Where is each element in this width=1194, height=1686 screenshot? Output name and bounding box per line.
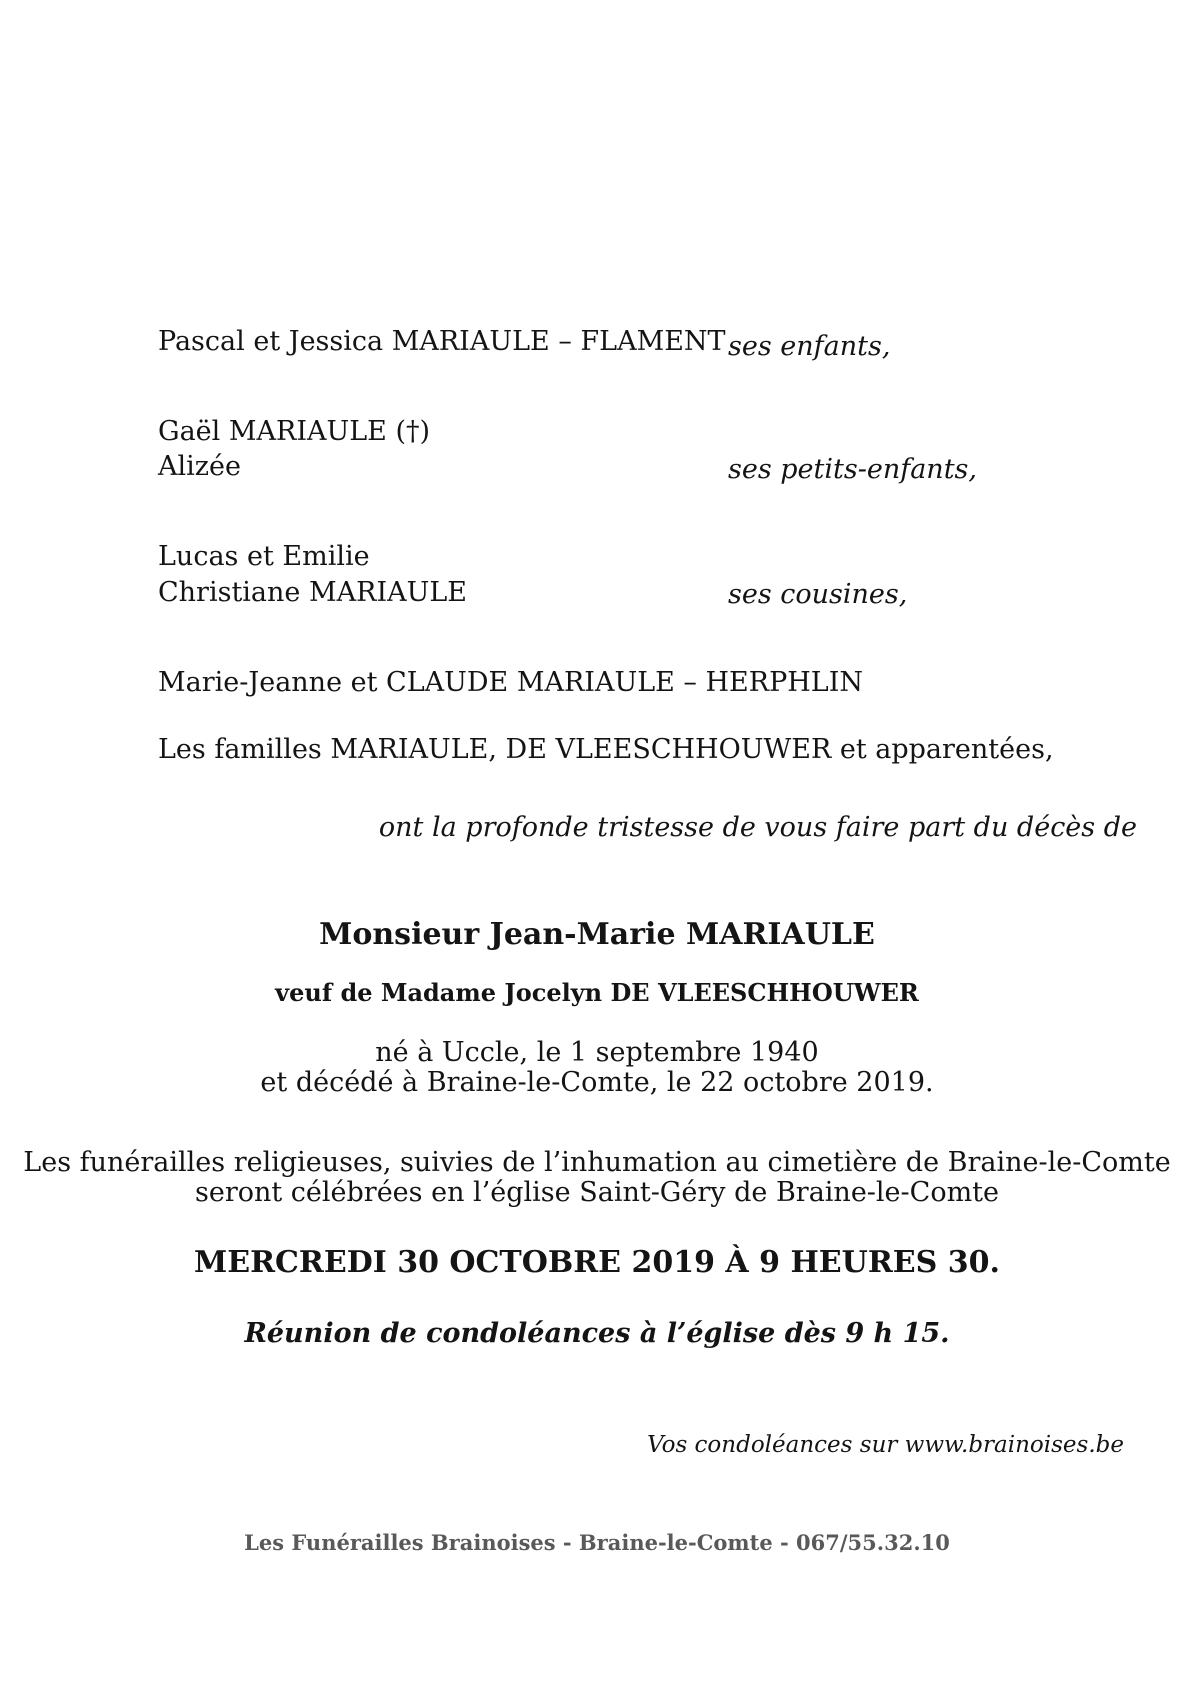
family-name-line: Gaël MARIAULE (†)	[158, 416, 431, 447]
funeral-service-block	[0, 1148, 1194, 1208]
announcement-line: ont la profonde tristesse de vous faire part du décès de	[378, 812, 1137, 843]
family-name-line: Alizée	[158, 451, 241, 482]
funeral-home-footer: Les Funérailles Brainoises - Braine-le-Comte - 067/55.32.10	[244, 1530, 950, 1555]
relation-label-children: ses enfants,	[728, 331, 891, 362]
death-line: et décédé à Braine-le-Comte, le 22 octobre 2019.	[260, 1067, 934, 1098]
birth-line: né à Uccle, le 1 septembre 1940	[375, 1037, 819, 1068]
online-condolences-line: Vos condoléances sur www.brainoises.be	[647, 1432, 1124, 1458]
widower-line: veuf de Madame Jocelyn DE VLEESCHHOUWER	[275, 978, 919, 1007]
condolence-meeting-line: Réunion de condoléances à l’église dès 9 h 15.	[244, 1318, 950, 1349]
relation-label-grandchildren: ses petits-enfants,	[728, 454, 977, 485]
families-line: Les familles MARIAULE, DE VLEESCHHOUWER et apparentées,	[158, 734, 1054, 765]
relation-label-cousins: ses cousines,	[728, 579, 908, 610]
family-name-line: Christiane MARIAULE	[158, 577, 468, 608]
family-block-cousins	[158, 518, 863, 758]
family-name-line: Pascal et Jessica MARIAULE – FLAMENT	[158, 326, 726, 357]
family-name-line: Marie-Jeanne et CLAUDE MARIAULE – HERPHLIN	[158, 667, 864, 698]
family-name-line: Lucas et Emilie	[158, 541, 370, 572]
deceased-name: Monsieur Jean-Marie MARIAULE	[319, 917, 875, 952]
funeral-line-1: Les funérailles religieuses, suivies de l’inhumation au cimetière de Braine-le-Comte	[23, 1147, 1171, 1178]
funeral-line-2: seront célébrées en l’église Saint-Géry de Braine-le-Comte	[194, 1177, 999, 1208]
birth-death-block	[0, 1038, 1194, 1098]
ceremony-datetime: MERCREDI 30 OCTOBRE 2019 À 9 HEURES 30.	[194, 1245, 1000, 1280]
